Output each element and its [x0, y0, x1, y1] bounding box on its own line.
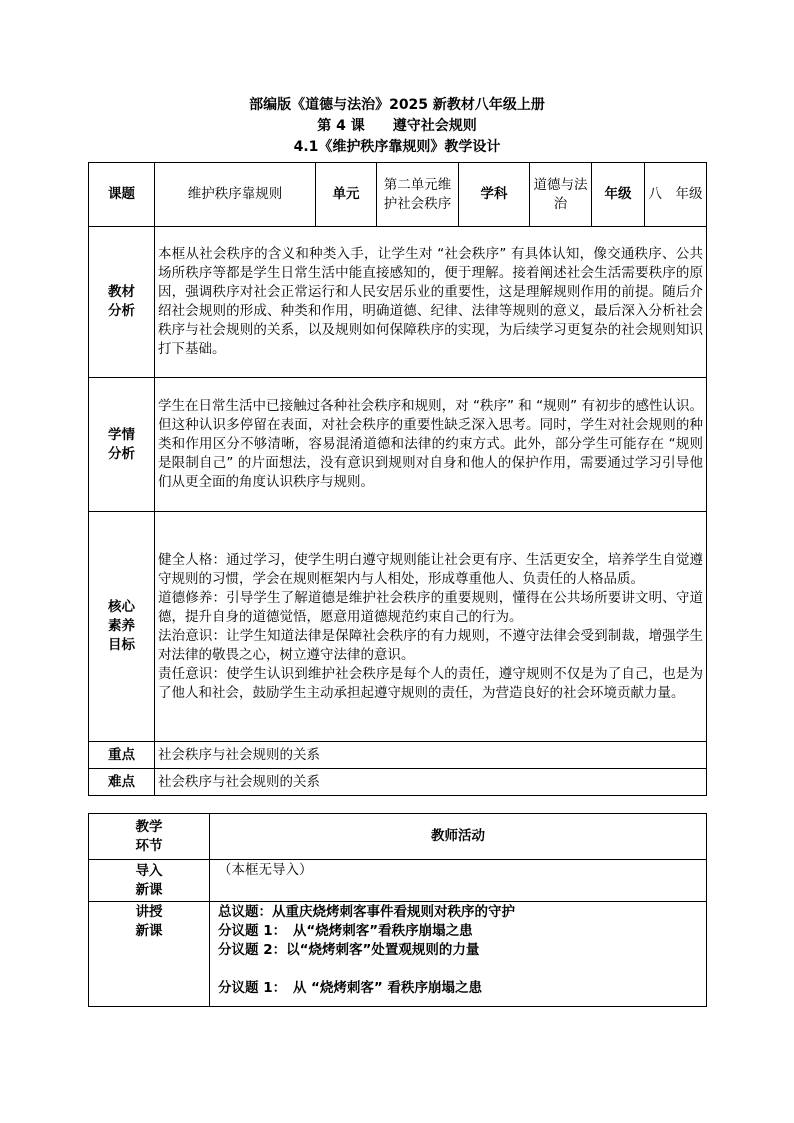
material-analysis-label: [89, 227, 155, 378]
subject-value: 道德与法治: [530, 163, 592, 227]
process-header-row: [89, 814, 707, 860]
unit-value: 第二单元维护社会秩序: [377, 163, 459, 227]
teaching-content: [210, 902, 707, 1007]
sub-topic-1: 分议题 1： 从“烧烤刺客”看秩序崩塌之患: [218, 923, 473, 939]
material-analysis-text: [155, 227, 707, 378]
core-goal-personality: 健全人格：通过学习，使学生明白遵守规则能让社会更有序、生活更安全，培养学生自觉遵守规则的习惯，学会在规则框架内与人相处，形成尊重他人、负责任的人格品质。: [158, 551, 703, 587]
core-literacy-label: [89, 512, 155, 742]
stage-header: [89, 814, 210, 860]
student-analysis-text: [155, 378, 707, 512]
intro-text: （本框无导入）: [210, 860, 707, 902]
core-literacy-row: [89, 512, 707, 742]
core-goal-morality: 道德修养：引导学生了解道德是维护社会秩序的重要规则，懂得在公共场所要讲文明、守道德，提升自身的道德觉悟，愿意用道德规范约束自己的行为。: [158, 589, 703, 625]
student-analysis-row: [89, 378, 707, 512]
teaching-label-line1: 讲授: [135, 904, 163, 920]
core-label-line3: 目标: [108, 637, 135, 653]
material-label-line2: 分析: [108, 303, 135, 319]
difficulty-text: 社会秩序与社会规则的关系: [155, 769, 707, 796]
material-analysis-row: [89, 227, 707, 378]
teaching-label: [89, 902, 210, 1007]
document-title: 部编版《道德与法治》2025 新教材八年级上册: [249, 97, 545, 113]
teacher-activity-header: 教师活动: [210, 814, 707, 860]
student-analysis-paragraph: 学生在日常生活中已接触过各种社会秩序和规则，对 “秩序” 和 “规则” 有初步的感性认识。但这种认识多停留在表面，对社会秩序的重要性缺乏深入思考。同时，学生对社会规则的种类和作用区分不够清晰，容易混淆道德和法律的约束方式。此外，部分学生可能存在 “规则是限制自己” 的片面想法，没有意识到规则对自身和他人的保护作用，需要通过学习引导他们从更全面的角度认识秩序与规则。: [158, 398, 703, 490]
topic-value: 维护秩序靠规则: [155, 163, 316, 227]
core-label-line2: 素养: [108, 618, 135, 634]
section-title: 4.1《维护秩序靠规则》教学设计: [293, 139, 501, 155]
topic-label: 课题: [89, 163, 155, 227]
lesson-title: 第 4 课 遵守社会规则: [317, 118, 477, 134]
main-topic: 总议题：从重庆烧烤刺客事件看规则对秩序的守护: [218, 904, 515, 920]
document-header: [0, 95, 794, 158]
key-point-row: [89, 742, 707, 769]
lesson-info-table: [88, 162, 707, 796]
core-label-line1: 核心: [108, 599, 135, 615]
intro-row: [89, 860, 707, 902]
intro-label-line1: 导入: [135, 862, 163, 879]
material-label-line1: 教材: [108, 284, 135, 300]
key-point-text: 社会秩序与社会规则的关系: [155, 742, 707, 769]
sub-topic-2: 分议题 2：以“烧烤刺客”处置观规则的力量: [218, 942, 480, 958]
intro-label: [89, 860, 210, 902]
difficulty-label: 难点: [89, 769, 155, 796]
stage-header-line1: 教学: [135, 818, 163, 835]
key-point-label: 重点: [89, 742, 155, 769]
student-label-line1: 学情: [108, 426, 135, 443]
grade-label: 年级: [592, 163, 645, 227]
grade-value: 八 年级: [645, 163, 707, 227]
student-analysis-label: [89, 378, 155, 512]
difficulty-row: [89, 769, 707, 796]
subject-label: 学科: [459, 163, 530, 227]
core-literacy-text: [155, 512, 707, 742]
core-goal-responsibility: 责任意识：使学生认识到维护社会秩序是每个人的责任，遵守规则不仅是为了自己，也是为了他人和社会，鼓励学生主动承担起遵守规则的责任，为营造良好的社会环境贡献力量。: [158, 665, 703, 701]
core-goal-rule-of-law: 法治意识：让学生知道法律是保障社会秩序的有力规则，不遵守法律会受到制裁，增强学生对法律的敬畏之心，树立遵守法律的意识。: [158, 627, 703, 663]
intro-label-line2: 新课: [135, 881, 163, 898]
teaching-process-table: [88, 813, 707, 1007]
unit-label: 单元: [316, 163, 377, 227]
teaching-label-line2: 新课: [135, 923, 163, 939]
stage-header-line2: 环节: [135, 837, 163, 854]
topic-row: [89, 163, 707, 227]
sub-topic-1-heading: 分议题 1： 从 “烧烤刺客” 看秩序崩塌之患: [218, 980, 482, 996]
material-analysis-paragraph: 本框从社会秩序的含义和种类入手，让学生对 “社会秩序” 有具体认知，像交通秩序、公共场所秩序等都是学生日常生活中能直接感知的，便于理解。接着阐述社会生活需要秩序的原因，强调秩序对社会正常运行和人民安居乐业的重要性，这是理解规则作用的前提。随后介绍社会规则的形成、种类和作用，明确道德、纪律、法律等规则的意义，最后深入分析社会秩序与社会规则的关系，以及规则如何保障秩序的实现，为后续学习更复杂的社会规则知识打下基础。: [158, 246, 703, 357]
teaching-row: [89, 902, 707, 1007]
student-label-line2: 分析: [108, 445, 135, 462]
blank-line: [218, 960, 703, 979]
